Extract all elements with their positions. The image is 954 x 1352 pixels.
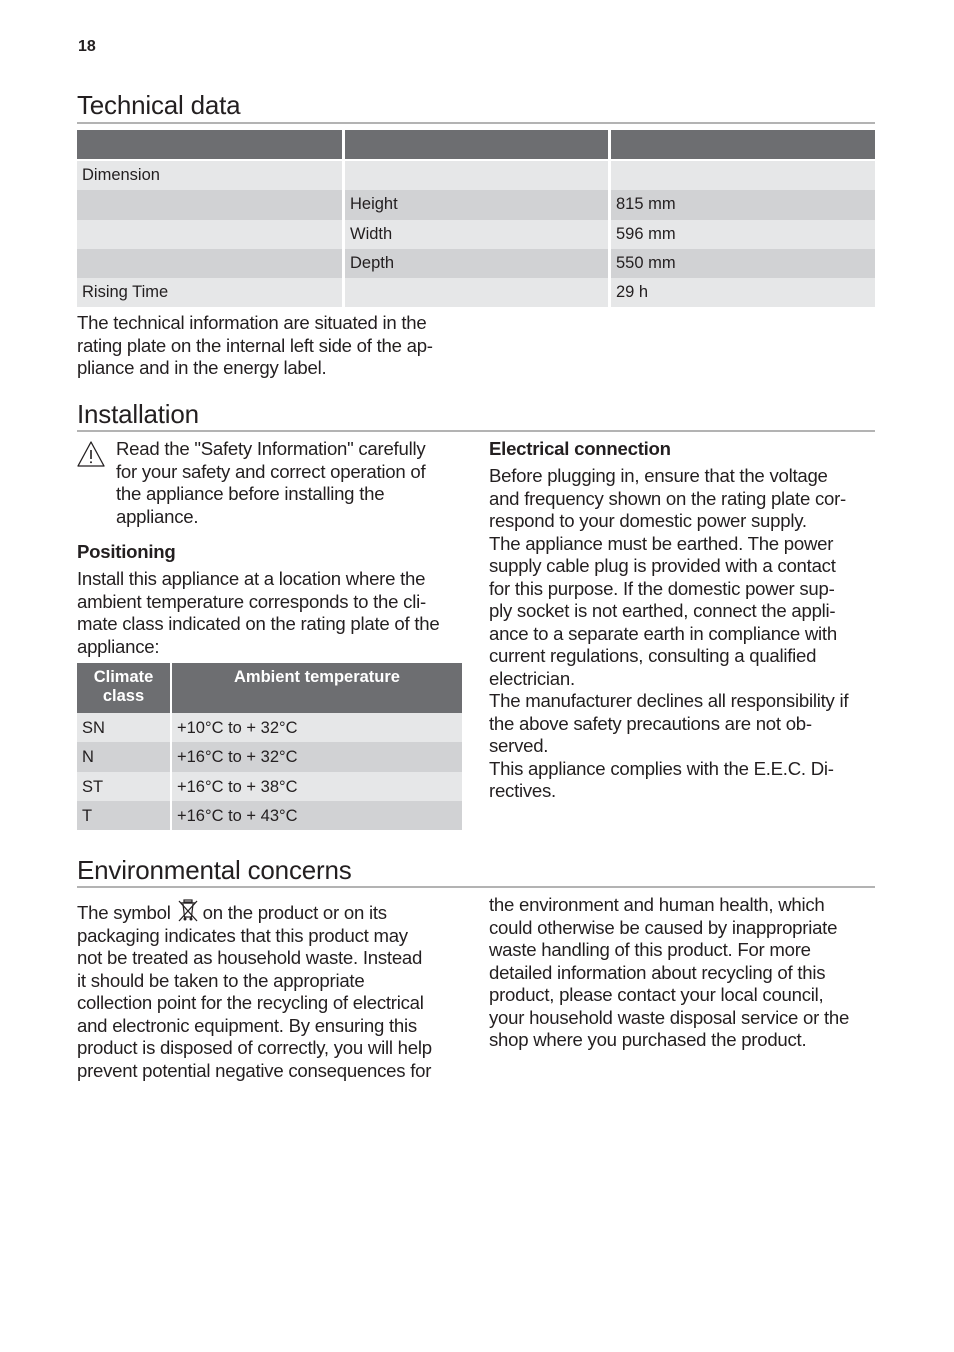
crossed-out-bin-icon — [177, 899, 199, 923]
table-row: Depth 550 mm — [77, 249, 875, 278]
page-number: 18 — [78, 38, 96, 55]
table-row: T +16°C to + 43°C — [77, 801, 462, 830]
positioning-heading: Positioning — [77, 541, 176, 562]
table-header-row — [77, 663, 462, 713]
table-row: SN +10°C to + 32°C — [77, 713, 462, 742]
environmental-text-right: the environment and human health, which could otherwise be caused by inappropriate waste handling of this product. For more detailed information about recycling of this product, please contact your local council, your household waste disposal service or the shop where you purchased the product. — [489, 894, 850, 1050]
electrical-connection-text: Before plugging in, ensure that the voltage and frequency shown on the rating plate cor- respond to your domestic power supply. The appliance must be earthed. The power supply cable plug is provided with a contact for this purpose. If the domestic power sup- ply socket is not earthed, connect the appli- ance to a separate earth in compliance with current regulations, consulting a qualified electrician. The manufacturer declines all responsibility if the above safety precautions are not ob- served. This appliance complies with the E.E.C. Di- rectives. — [489, 465, 849, 801]
technical-data-heading: Technical data — [77, 90, 241, 120]
installation-heading: Installation — [77, 399, 199, 429]
table-row: Height 815 mm — [77, 190, 875, 219]
table-header-row — [77, 130, 875, 159]
column-header: Ambient temperature — [172, 663, 462, 713]
heading-rule — [77, 430, 875, 432]
table-row: Width 596 mm — [77, 220, 875, 249]
table-row: Rising Time 29 h — [77, 278, 875, 307]
technical-data-table — [77, 130, 875, 307]
electrical-connection-heading: Electrical connection — [489, 438, 671, 459]
table-row: ST +16°C to + 38°C — [77, 772, 462, 801]
technical-data-note: The technical information are situated in the rating plate on the internal left side of the ap- pliance and in the energy label. — [77, 312, 433, 378]
environmental-text-left: The symbol on the product or on its packaging indicates that this product may not be treated as household waste. Instead it should be taken to the appropriate collection point for the recycling of electrical and electronic equipment. By ensuring this product is disposed of correctly, you will help prevent potential negative consequences for — [77, 899, 472, 1082]
table-row: N +16°C to + 32°C — [77, 742, 462, 771]
heading-rule — [77, 122, 875, 124]
column-header: Climate class — [77, 663, 170, 713]
climate-class-table — [77, 663, 462, 830]
safety-warning-text: Read the "Safety Information" carefully for your safety and correct operation of the appliance before installing the appliance. — [116, 438, 426, 527]
environmental-concerns-heading: Environmental concerns — [77, 855, 352, 885]
positioning-text: Install this appliance at a location where the ambient temperature corresponds to the cli- mate class indicated on the rating plate of the appliance: — [77, 568, 440, 657]
warning-icon — [76, 440, 106, 468]
heading-rule — [77, 886, 875, 888]
table-row: Dimension — [77, 161, 875, 190]
